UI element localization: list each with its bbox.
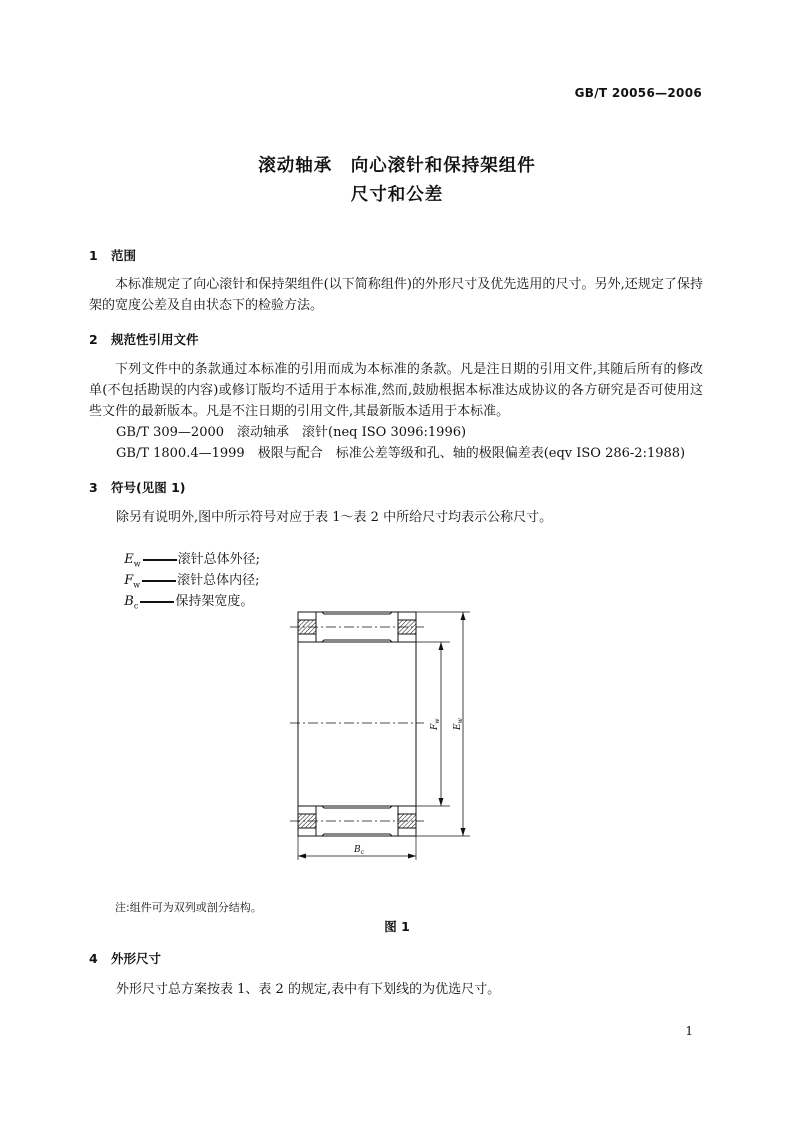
section-title: 规范性引用文件 (111, 332, 199, 347)
section-3-heading (89, 478, 185, 496)
section-title: 范围 (111, 248, 137, 263)
label-fw: $F_w$ (430, 718, 441, 730)
figure-1-drawing (280, 600, 500, 870)
section-1-heading (89, 246, 136, 264)
page-number: 1 (685, 1024, 693, 1038)
section-number: 2 (89, 332, 98, 347)
symbol-fw: $F_w$ 滚针总体内径; (124, 573, 260, 590)
symbol-bc: $B_c$ 保持架宽度。 (124, 594, 254, 611)
symbols-intro: 除另有说明外,图中所示符号对应于表 1～表 2 中所给尺寸均表示公称尺寸。 (116, 510, 553, 525)
section-2-heading (89, 330, 199, 348)
symbol-ew: $E_w$ 滚针总体外径; (124, 552, 261, 569)
reference-2: GB/T 1800.4—1999 极限与配合 标准公差等级和孔、轴的极限偏差表(eqv ISO 286-2:1988) (116, 446, 686, 461)
section-1-text: 本标准规定了向心滚针和保持架组件(以下简称组件)的外形尺寸及优先选用的尺寸。另外,还规定了保持架的宽度公差及自由状态下的检验方法。 (89, 277, 703, 313)
section-number: 1 (89, 248, 98, 263)
label-ew: $E_w$ (453, 718, 464, 730)
standard-number: GB/T 20056—2006 (574, 86, 702, 100)
figure-caption: 图 1 (384, 919, 410, 934)
section-2-text: 下列文件中的条款通过本标准的引用而成为本标准的条款。凡是注日期的引用文件,其随后所有的修改单(不包括勘误的内容)或修订版均不适用于本标准,然而,鼓励根据本标准达成协议的各方研究是否可使用这些文件的最新版本。凡是不注日期的引用文件,其最新版本适用于本标准。 (89, 362, 703, 419)
title-line-2: 尺寸和公差 (350, 185, 444, 205)
section-4-heading (89, 949, 161, 967)
section-number: 3 (89, 480, 98, 495)
section-4-text: 外形尺寸总方案按表 1、表 2 的规定,表中有下划线的为优选尺寸。 (116, 982, 501, 997)
figure-note: 注:组件可为双列或剖分结构。 (115, 901, 262, 914)
section-number: 4 (89, 951, 98, 966)
reference-1: GB/T 309—2000 滚动轴承 滚针(neq ISO 3096:1996) (116, 425, 467, 440)
label-bc: $B_c$ (354, 845, 364, 856)
section-title: 外形尺寸 (111, 951, 162, 966)
cage-outline (298, 612, 416, 836)
section-title: 符号(见图 1) (111, 480, 186, 495)
title-line-1: 滚动轴承 向心滚针和保持架组件 (258, 156, 536, 176)
